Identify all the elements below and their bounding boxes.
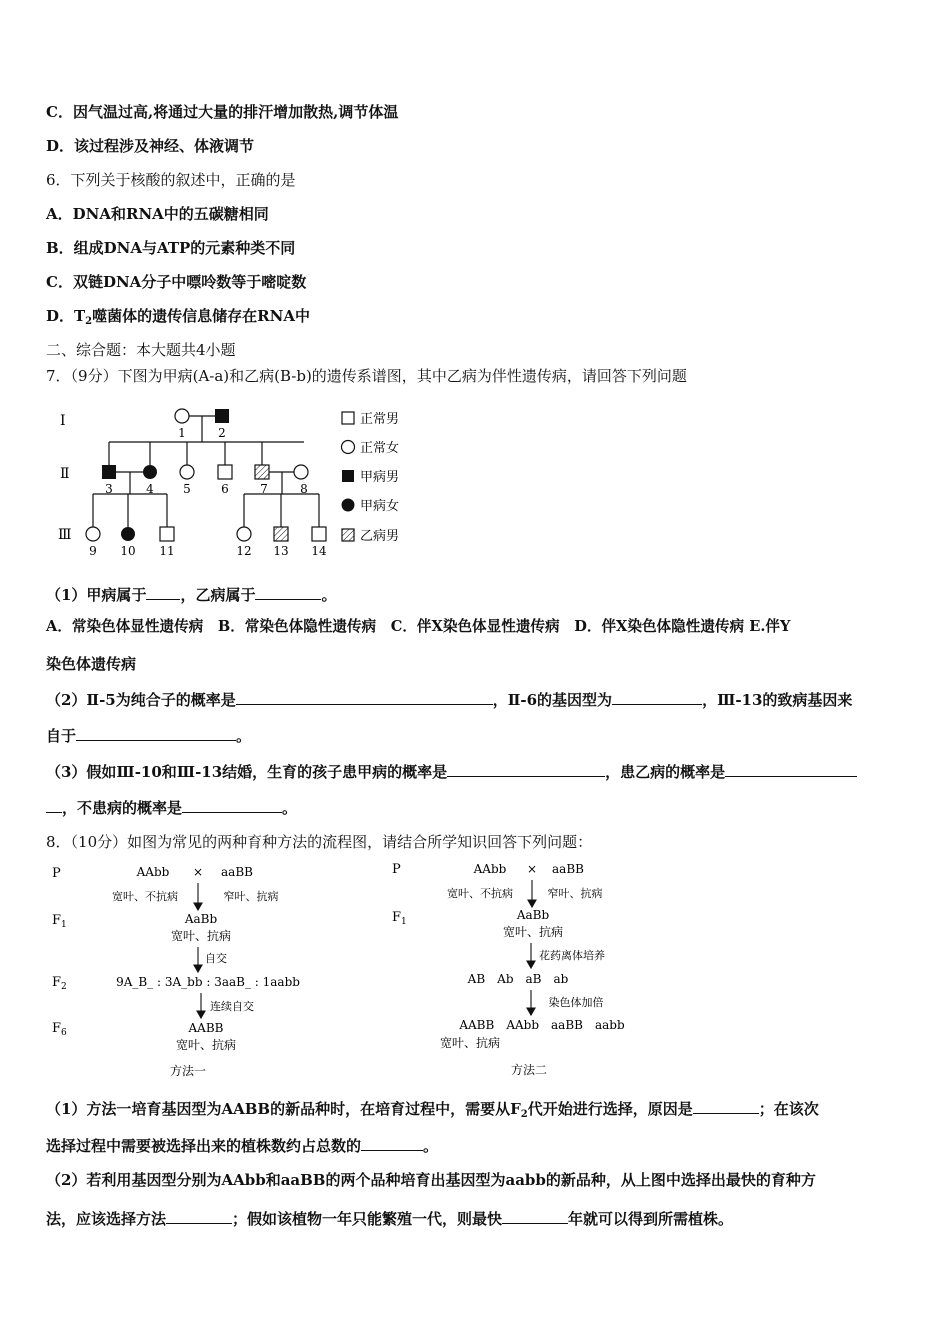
- individual-3: [102, 465, 116, 479]
- individual-number: 8: [300, 482, 308, 496]
- step-label: 自交: [205, 952, 227, 965]
- f1-phenotype: 宽叶、抗病: [502, 925, 564, 939]
- individual-7: [255, 465, 269, 479]
- individual-number: 3: [105, 482, 113, 496]
- legend-label: 乙病男: [360, 529, 400, 544]
- row-label-p: P: [392, 862, 401, 877]
- q6-stem: 6．下列关于核酸的叙述中，正确的是: [46, 171, 296, 189]
- individual-14: [312, 527, 326, 541]
- generation-label: Ⅱ: [60, 466, 70, 482]
- parent-phenotype: 宽叶、不抗病: [447, 887, 513, 900]
- q8-part2: （2）若利用基因型分别为AAbb和aaBB的两个品种培育出基因型为aabb的新品种，从上图中选择出最快的育种方: [46, 1171, 816, 1189]
- individual-number: 1: [178, 426, 186, 440]
- individual-12: [237, 527, 251, 541]
- q7-stem: 7．（9分）下图为甲病(A-a)和乙病(B-b)的遗传系谱图，其中乙病为伴性遗传病，请回答下列问题: [46, 367, 687, 385]
- f1-genotype: AaBb: [184, 912, 218, 926]
- cross-symbol: ×: [526, 862, 538, 876]
- legend-label: 正常男: [360, 412, 400, 427]
- individual-4: [143, 465, 157, 479]
- row-label-f1: $F_1$: [392, 910, 407, 927]
- q7-part1: （1）甲病属于 ，乙病属于 。: [46, 586, 337, 604]
- parent-phenotype: 窄叶、抗病: [547, 887, 603, 900]
- individual-1: [175, 409, 189, 423]
- q8-part1-cont: 选择过程中需要被选择出来的植株数约占总数的 。: [46, 1137, 439, 1155]
- q6-option-d: D．$T_2$噬菌体的遗传信息储存在RNA中: [46, 307, 310, 327]
- parent-genotype: aaBB: [221, 865, 253, 879]
- individual-number: 10: [120, 544, 136, 558]
- individual-6: [218, 465, 232, 479]
- q7-part2-cont: 自于 。: [46, 727, 252, 745]
- individual-number: 7: [260, 482, 268, 496]
- legend-label: 甲病女: [360, 499, 400, 514]
- individual-13: [274, 527, 288, 541]
- individual-9: [86, 527, 100, 541]
- q6-option-b: B．组成DNA与ATP的元素种类不同: [46, 239, 296, 257]
- breeding-method-one: [46, 855, 346, 1085]
- q6-option-c: C．双链DNA分子中嘌呤数等于嘧啶数: [46, 273, 307, 291]
- individual-number: 12: [236, 544, 252, 558]
- legend-label: 甲病男: [360, 470, 400, 485]
- q5-option-d: D．该过程涉及神经、体液调节: [46, 137, 255, 155]
- f1-genotype: AaBb: [516, 908, 550, 922]
- parent-genotype: AAbb: [136, 865, 170, 879]
- q8-part2-cont: 法，应该选择方法 ；假如该植物一年只能繁殖一代，则最快 年就可以得到所需植株。: [46, 1210, 734, 1228]
- q7-options-line1: A．常染色体显性遗传病 B．常染色体隐性遗传病 C．伴X染色体显性遗传病 D．伴X染色体隐性遗传病 E.伴Y: [46, 618, 791, 635]
- row-label-p: P: [52, 866, 61, 881]
- individual-number: 6: [221, 482, 229, 496]
- section-heading: 二、综合题：本大题共4小题: [46, 341, 236, 359]
- generation-label: Ⅲ: [58, 527, 72, 543]
- q7-part3-cont: ，不患病的概率是 。: [46, 797, 297, 818]
- q7-part2: （2）Ⅱ-5为纯合子的概率是 ，Ⅱ-6的基因型为 ，Ⅲ-13的致病基因来: [46, 691, 853, 709]
- individual-number: 2: [218, 426, 226, 440]
- gamete-genotypes: AB Ab aB ab: [467, 972, 569, 986]
- f2-ratio: 9A_B_ : 3A_bb : 3aaB_ : 1aabb: [116, 975, 300, 989]
- parent-genotype: aaBB: [552, 862, 584, 876]
- individual-8: [294, 465, 308, 479]
- f1-phenotype: 宽叶、抗病: [170, 929, 232, 943]
- parent-genotype: AAbb: [473, 862, 507, 876]
- parent-phenotype: 窄叶、抗病: [223, 890, 279, 903]
- individual-11: [160, 527, 174, 541]
- result-phenotype: 宽叶、抗病: [439, 1036, 501, 1050]
- method-title: 方法一: [169, 1064, 207, 1078]
- individual-2: [215, 409, 229, 423]
- individual-10: [121, 527, 135, 541]
- f6-phenotype: 宽叶、抗病: [175, 1038, 237, 1052]
- generation-label: Ⅰ: [60, 413, 66, 429]
- individual-number: 13: [273, 544, 289, 558]
- q8-stem: 8．（10分）如图为常见的两种育种方法的流程图，请结合所学知识回答下列问题：: [46, 833, 593, 851]
- method-title: 方法二: [510, 1063, 548, 1077]
- individual-number: 11: [159, 544, 175, 558]
- q6-option-a: A．DNA和RNA中的五碳糖相同: [46, 205, 269, 223]
- step-label: 染色体加倍: [548, 996, 604, 1009]
- legend-label: 正常女: [360, 441, 400, 456]
- row-label-f2: $F_2$: [52, 975, 67, 992]
- pedigree-chart: [50, 398, 420, 563]
- individual-number: 14: [311, 544, 327, 558]
- f6-genotype: AABB: [188, 1021, 224, 1035]
- row-label-f1: $F_1$: [52, 913, 67, 930]
- individual-5: [180, 465, 194, 479]
- cross-symbol: ×: [192, 865, 204, 879]
- individual-number: 9: [89, 544, 97, 558]
- row-label-f6: $F_6$: [52, 1021, 67, 1038]
- individual-number: 5: [183, 482, 191, 496]
- q5-option-c: C．因气温过高,将通过大量的排汗增加散热,调节体温: [46, 103, 399, 121]
- individual-number: 4: [146, 482, 154, 496]
- parent-phenotype: 宽叶、不抗病: [112, 890, 178, 903]
- pedigree-legend: [342, 411, 400, 544]
- step-label: 花药离体培养: [539, 949, 605, 962]
- breeding-method-two: [386, 855, 676, 1085]
- q7-part3: （3）假如Ⅲ-10和Ⅲ-13结婚，生育的孩子患甲病的概率是 ，患乙病的概率是: [46, 761, 857, 782]
- result-genotypes: AABB AAbb aaBB aabb: [459, 1018, 625, 1032]
- step-label: 连续自交: [210, 1000, 254, 1013]
- q8-part1: （1）方法一培育基因型为AABB的新品种时，在培育过程中，需要从$F_2$代开始进行选择，原因是 ；在该次: [46, 1100, 819, 1120]
- q7-options-line2: 染色体遗传病: [46, 655, 137, 673]
